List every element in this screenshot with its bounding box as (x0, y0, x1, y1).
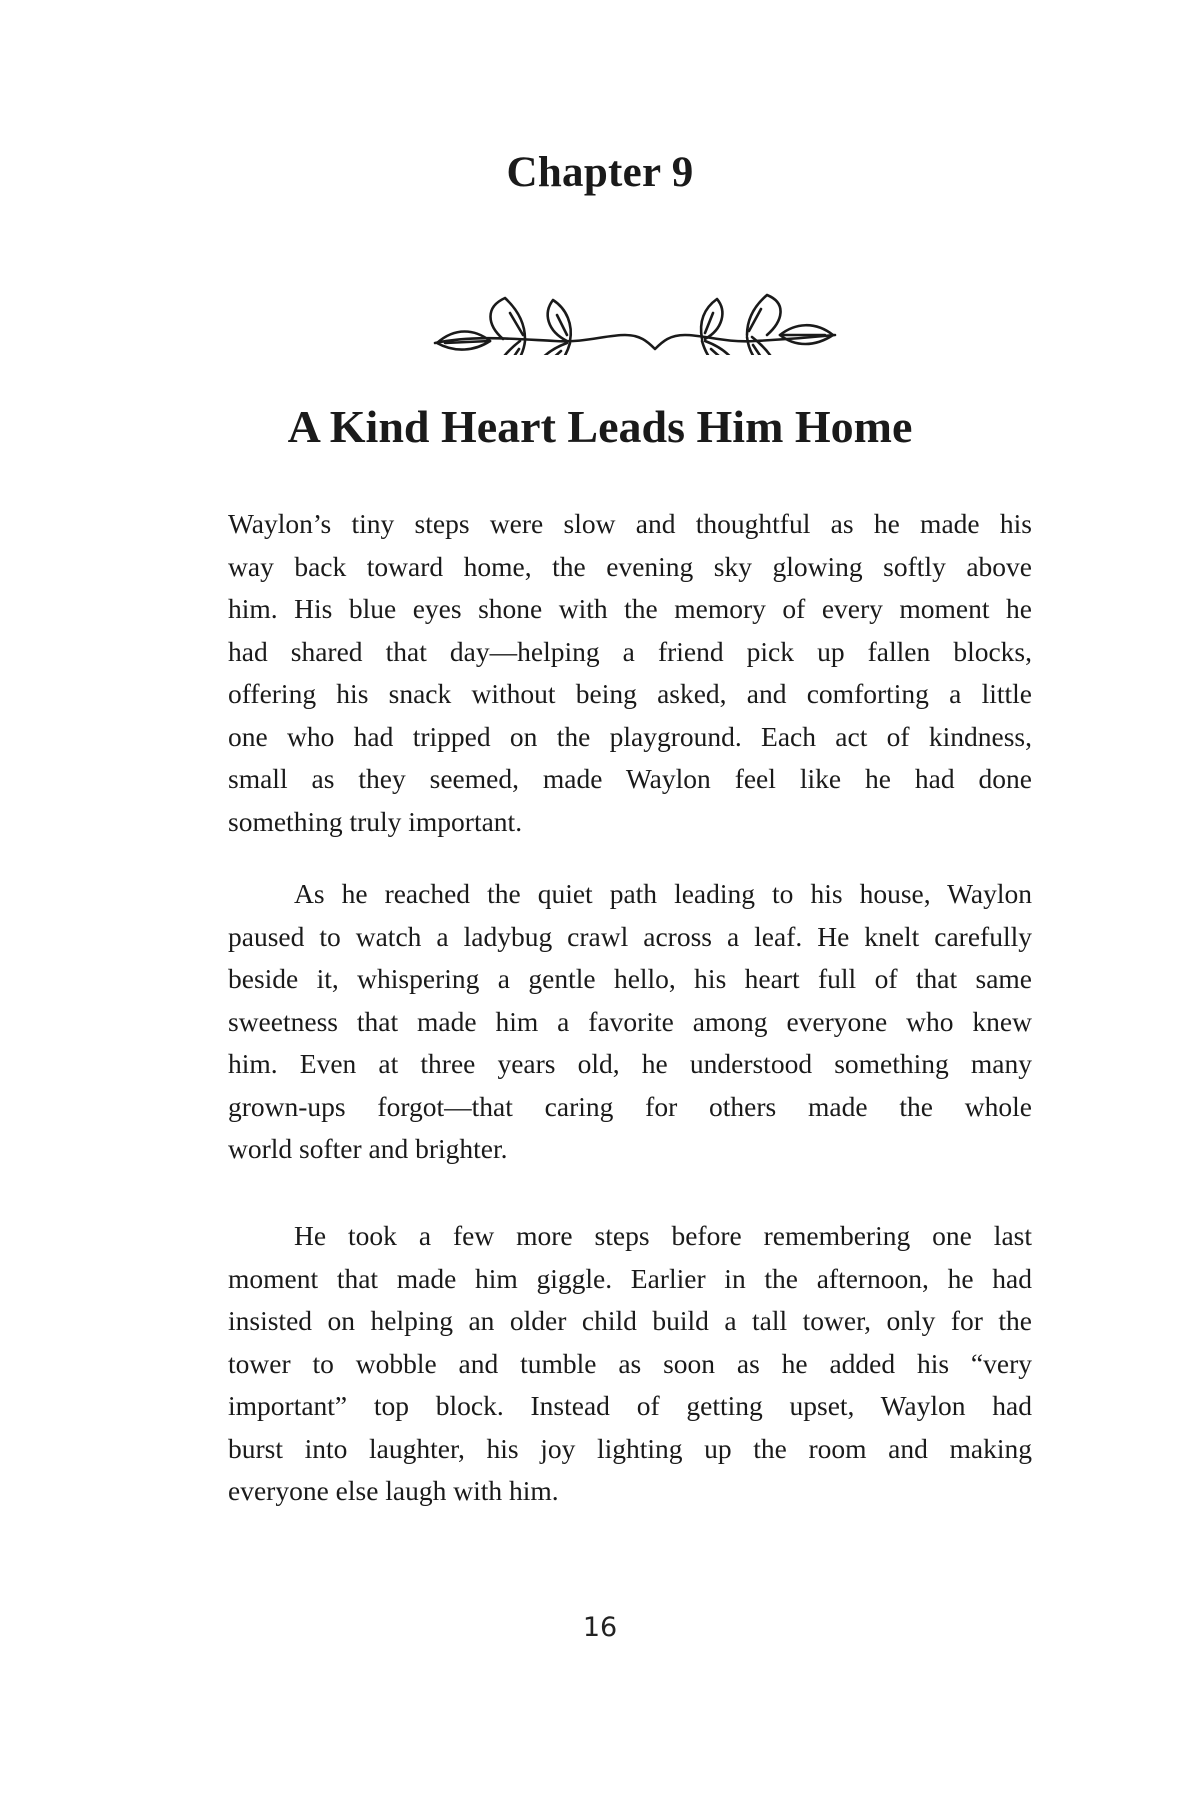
text-line: As he reached the quiet path leading to his house, Waylon (294, 878, 1032, 909)
chapter-label: Chapter 9 (506, 149, 694, 196)
text-line: one who had tripped on the playground. Each act of kindness, (228, 720, 1032, 752)
leaf-vine-divider-icon (415, 255, 855, 355)
text-line: everyone else laugh with him. (228, 1475, 559, 1506)
text-line: world softer and brighter. (228, 1133, 508, 1164)
text-line: He took a few more steps before remembering one last (294, 1220, 1032, 1251)
text-line: offering his snack without being asked, and comforting a little (228, 678, 1032, 709)
text-line: him. His blue eyes shone with the memory of every moment he (228, 593, 1032, 624)
text-line: grown-ups forgot—that caring for others made the whole (228, 1090, 1032, 1122)
text-line: sweetness that made him a favorite among everyone who knew (228, 1005, 1032, 1037)
text-line: way back toward home, the evening sky glowing softly above (228, 550, 1032, 582)
text-line: small as they seemed, made Waylon feel like he had done (228, 763, 1032, 794)
text-line: him. Even at three years old, he understood something many (228, 1048, 1032, 1079)
text-line: insisted on helping an older child build a tall tower, only for the (228, 1305, 1032, 1336)
text-line: moment that made him giggle. Earlier in the afternoon, he had (228, 1262, 1032, 1294)
text-line: Waylon’s tiny steps were slow and thoughtful as he made his (228, 508, 1032, 539)
text-line: had shared that day—helping a friend pick up fallen blocks, (228, 635, 1032, 667)
text-line: burst into laughter, his joy lighting up the room and making (228, 1432, 1032, 1464)
text-line: important” top block. Instead of getting upset, Waylon had (228, 1390, 1032, 1421)
page-number: 16 (582, 1612, 618, 1643)
text-line: something truly important. (228, 805, 523, 837)
paragraph-2 (228, 873, 1032, 1171)
text-line: beside it, whispering a gentle hello, his heart full of that same (228, 963, 1032, 994)
paragraph-3 (228, 1215, 1032, 1513)
chapter-title: A Kind Heart Leads Him Home (287, 401, 913, 452)
paragraph-1 (228, 503, 1032, 843)
text-line: paused to watch a ladybug crawl across a leaf. He knelt carefully (228, 920, 1032, 952)
text-line: tower to wobble and tumble as soon as he added his “very (228, 1347, 1032, 1379)
